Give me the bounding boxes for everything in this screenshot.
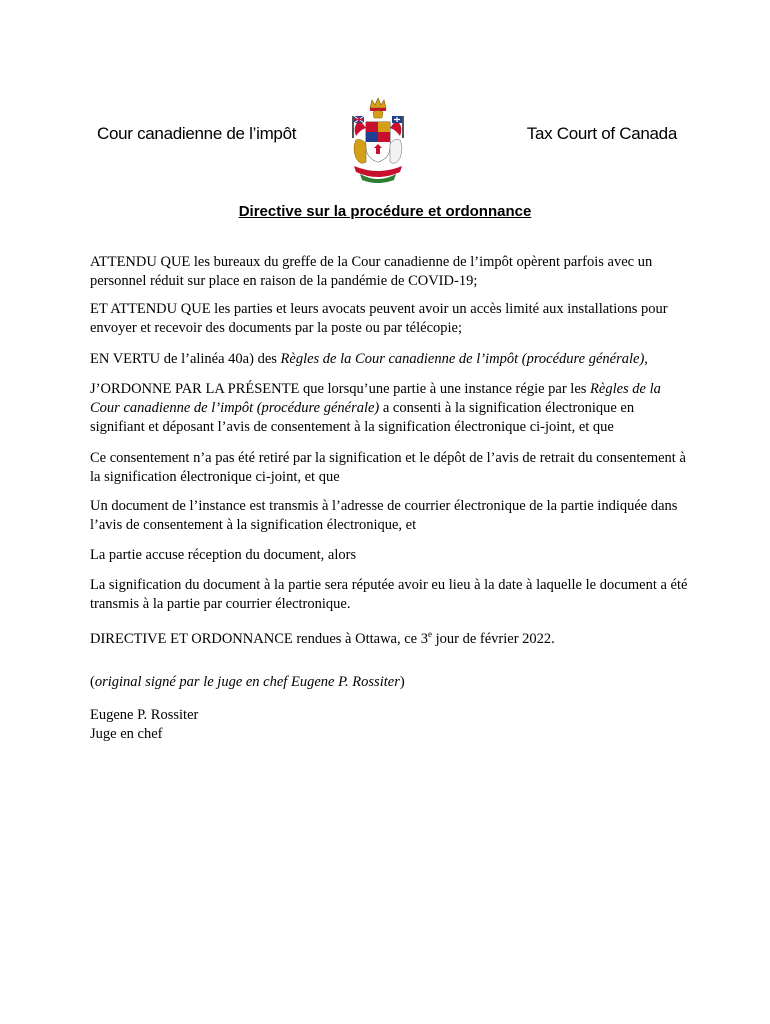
paragraph-text: Ce consentement n’a pas été retiré par la signification et le dépôt de l’avis de retrait du consentement à la signification électronique ci-joint, et que bbox=[90, 450, 686, 485]
rules-citation: Règles de la Cour canadienne de l’impôt (procédure générale) bbox=[90, 381, 661, 416]
text-run: , bbox=[644, 351, 648, 367]
paragraph-text: ET ATTENDU QUE les parties et leurs avocats peuvent avoir un accès limité aux installations pour envoyer et recevoir des documents par la poste ou par télécopie; bbox=[90, 301, 668, 336]
paragraph-order bbox=[90, 380, 690, 437]
signature-block bbox=[90, 706, 690, 744]
coat-of-arms-icon bbox=[346, 96, 410, 184]
paragraph-original-signed bbox=[90, 673, 690, 692]
header-court-name-fr: Cour canadienne de l’impôt bbox=[97, 124, 297, 143]
document-title: Directive sur la procédure et ordonnance bbox=[238, 203, 532, 220]
text-run: ( bbox=[90, 674, 95, 690]
signature-note: original signé par le juge en chef Eugene P. Rossiter bbox=[94, 674, 400, 690]
text-run: EN VERTU de l’alinéa 40a) des bbox=[90, 351, 281, 367]
paragraph-whereas-2 bbox=[90, 300, 690, 338]
paragraph-text: ATTENDU QUE les bureaux du greffe de la Cour canadienne de l’impôt opèrent parfois avec un personnel réduit sur place en raison de la pandémie de COVID-19; bbox=[90, 254, 653, 289]
paragraph-acknowledge bbox=[90, 546, 690, 565]
paragraph-service bbox=[90, 576, 690, 614]
paragraph-text: Un document de l’instance est transmis à l’adresse de courrier électronique de la partie indiquée dans l’avis de consentement à la signification électronique, et bbox=[90, 498, 678, 533]
text-run: J’ORDONNE PAR LA PRÉSENTE que lorsqu’une partie à une instance régie par les bbox=[90, 381, 591, 397]
signer-role: Juge en chef bbox=[90, 726, 163, 742]
paragraph-text: La signification du document à la partie sera réputée avoir eu lieu à la date à laquelle le document a été transmis à la partie par courrier électronique. bbox=[90, 577, 688, 612]
text-run: a consenti à la signification électronique en signifiant et déposant l’avis de consentement à la signification électronique ci-joint, et que bbox=[90, 400, 635, 435]
text-run: DIRECTIVE ET ORDONNANCE rendues à Ottawa, ce 3 bbox=[90, 631, 428, 647]
paragraph-pursuant bbox=[90, 350, 690, 369]
paragraph-dated bbox=[90, 630, 690, 649]
signer-name: Eugene P. Rossiter bbox=[90, 707, 199, 723]
paragraph-transmission bbox=[90, 497, 690, 535]
text-run: ) bbox=[399, 674, 405, 690]
text-run: jour de février 2022. bbox=[432, 631, 555, 647]
paragraph-whereas-1 bbox=[90, 253, 690, 291]
ordinal-superscript: e bbox=[428, 629, 432, 640]
paragraph-consent bbox=[90, 449, 690, 487]
paragraph-text: La partie accuse réception du document, alors bbox=[90, 547, 357, 563]
header-court-name-en: Tax Court of Canada bbox=[526, 124, 677, 143]
rules-citation: Règles de la Cour canadienne de l’impôt (procédure générale) bbox=[280, 351, 645, 367]
